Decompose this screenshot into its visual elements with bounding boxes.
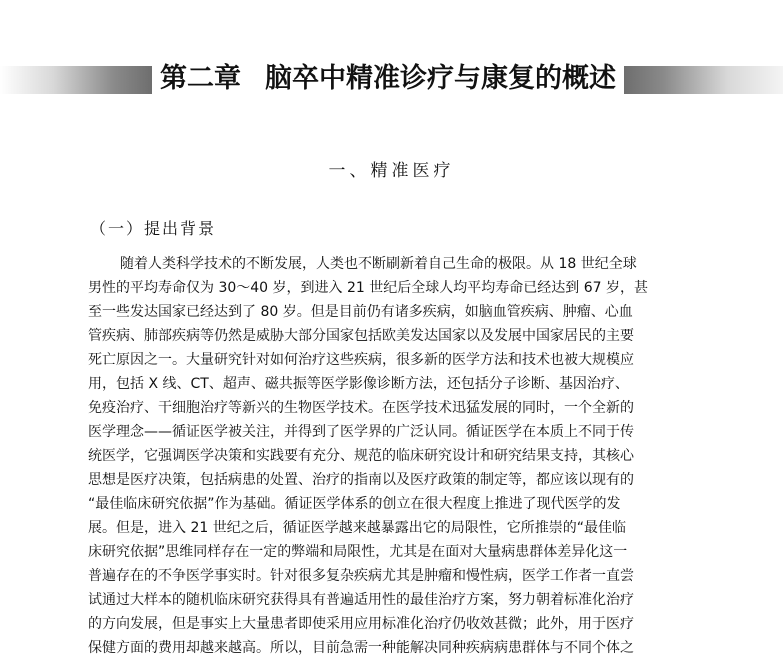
paragraph-line: 保健方面的费用却越来越高。所以，目前急需一种能解决同种疾病病患群体与不同个体之 xyxy=(88,640,634,656)
paragraph-line: 免疫治疗、干细胞治疗等新兴的生物医学技术。在医学技术迅猛发展的同时，一个全新的 xyxy=(88,400,634,416)
paragraph-line: 用，包括 X 线、CT、超声、磁共振等医学影像诊断方法，还包括分子诊断、基因治疗、 xyxy=(88,376,629,392)
paragraph-line: 展。但是，进入 21 世纪之后，循证医学越来越暴露出它的局限性，它所推崇的“最佳临 xyxy=(88,520,626,536)
paragraph-line: 普遍存在的不争医学事实时。针对很多复杂疾病尤其是肿瘤和慢性病，医学工作者一直尝 xyxy=(88,568,634,584)
paragraph-line: 的方向发展，但是事实上大量患者即使采用应用标准化治疗仍收效甚微；此外，用于医疗 xyxy=(88,616,634,632)
chapter-title xyxy=(152,60,624,98)
paragraph-line: 床研究依据”思维同样存在一定的弊端和局限性，尤其是在面对大量病患群体差异化这一 xyxy=(88,544,628,560)
chapter-header xyxy=(0,60,783,98)
section-title: 一、精准医疗 xyxy=(328,161,455,181)
paragraph-line: 统医学，它强调医学决策和实践要有充分、规范的临床研究设计和研究结果支持，其核心 xyxy=(88,448,634,464)
body-paragraph xyxy=(88,252,688,660)
paragraph-line: 试通过大样本的随机临床研究获得具有普遍适用性的最佳治疗方案，努力朝着标准化治疗 xyxy=(88,592,634,608)
paragraph-line: “最佳临床研究依据”作为基础。循证医学体系的创立在很大程度上推进了现代医学的发 xyxy=(88,496,621,512)
paragraph-line: 随着人类科学技术的不断发展，人类也不断刷新着自己生命的极限。从 18 世纪全球 xyxy=(120,256,637,272)
paragraph-line: 男性的平均寿命仅为 30～40 岁，到进入 21 世纪后全球人均平均寿命已经达到 67 岁，甚 xyxy=(88,280,648,296)
paragraph-line: 至一些发达国家已经达到了 80 岁。但是目前仍有诸多疾病，如脑血管疾病、肿瘤、心血 xyxy=(88,304,633,320)
paragraph-line: 死亡原因之一。大量研究针对如何治疗这些疾病，很多新的医学方法和技术也被大规模应 xyxy=(88,352,634,368)
paragraph-line: 医学理念——循证医学被关注，并得到了医学界的广泛认同。循证医学在本质上不同于传 xyxy=(88,424,634,440)
chapter-name: 脑卒中精准诊疗与康复的概述 xyxy=(265,63,616,94)
subsection-title: （一）提出背景 xyxy=(90,219,217,238)
chapter-header-left-gradient xyxy=(0,66,152,94)
chapter-header-right-gradient xyxy=(624,66,783,94)
paragraph-line: 思想是医疗决策，包括病患的处置、治疗的指南以及医疗政策的制定等，都应该以现有的 xyxy=(88,472,634,488)
chapter-label: 第二章 xyxy=(160,63,241,94)
paragraph-line: 管疾病、肺部疾病等仍然是威胁大部分国家包括欧美发达国家以及发展中国家居民的主要 xyxy=(88,328,634,344)
